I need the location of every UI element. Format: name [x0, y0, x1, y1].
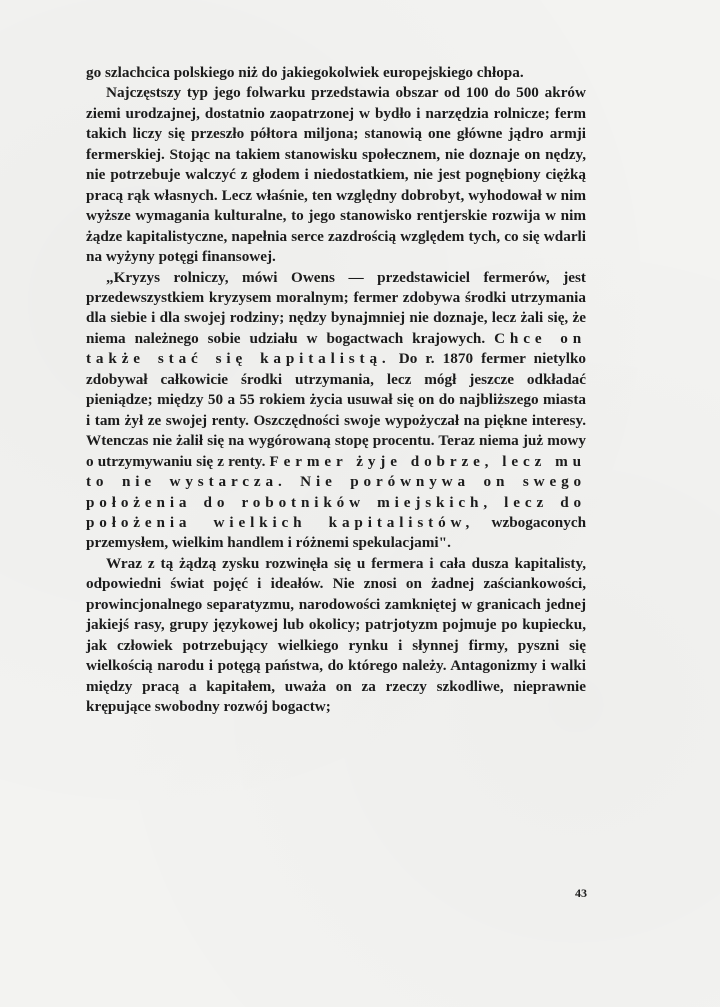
text-run: „Kryzys rolniczy, mówi Owens — przedstawiciel fermerów, jest przedewszystkiem kryzysem moralnym; fermer zdobywa środki utrzymania dla siebie i dla swojej rodziny; nędzy bynajmniej nie doznaje, lecz żali się, że niema należnego sobie udziału w bogactwach krajowych. [86, 268, 586, 347]
text-run: Najczęstszy typ jego folwarku przedstawia obszar od 100 do 500 akrów ziemi urodzajnej, dostatnio zaopatrzonej w bydło i narzędzia rolnicze; ferm takich liczy się przeszło półtora miljona; stanowią one główne jądro armji fermerskiej. Stojąc na takiem stanowisku społecznem, nie doznaje on nędzy, nie potrzebuje walczyć z głodem i niedostatkiem, nie jest pognębiony ciężką pracą rąk własnych. Lecz właśnie, ten względny dobrobyt, wyhodował w nim wyższe wymagania kulturalne, to jego stanowisko rentjerskie rozwija w nim żądze kapitalistyczne, napełnia serce zazdrością względem tych, co się wdarli na wyżyny potęgi finansowej. [86, 84, 586, 266]
spaced-emphasis-text: Fermer żyje dobrze, lecz mu to nie wystarcza. Nie porównywa on swego położenia do robotników miejskich, lecz do położenia wielkich kapitalistów, [86, 452, 586, 531]
page-number: 43 [575, 886, 587, 900]
text-run: wzbogaconych przemysłem, wielkim handlem i różnemi spekulacjami". [86, 513, 587, 552]
paragraph-continuation [86, 63, 586, 83]
body-text [86, 63, 586, 718]
text-run: go szlachcica polskiego niż do jakiegokolwiek europejskiego chłopa. [86, 64, 524, 81]
text-run: Wraz z tą żądzą zysku rozwinęła się u fermera i cała dusza kapitalisty, odpowiedni świat pojęć i ideałów. Nie znosi on żadnej zaściankowości, prowincjonalnego separatyzmu, narodowości zamkniętej w granicach jednej jakiejś rasy, grupy językowej lub okolicy; patrjotyzm pojmuje po kupiecku, jak człowiek potrzebujący wielkiego rynku i słynnej firmy, pyszni się wielkością narodu i potęgą państwa, do którego należy. Antagonizmy i walki między pracą a kapitałem, uważa on za rzeczy szkodliwe, nieprawnie krępujące swobodny rozwój bogactw; [86, 554, 586, 716]
text-run: Do r. 1870 fermer nietylko zdobywał całkowicie środki utrzymania, lecz mógł jeszcze odkładać pieniądze; między 50 a 55 rokiem życia usuwał się on do najbliższego miasta i tam żył ze swojej renty. Oszczędności swoje wypożyczał na piękne interesy. Wtenczas nie żalił się na wygórowaną stopę procentu. Teraz niema już mowy o utrzymywaniu się z renty. [86, 350, 587, 470]
paragraph-owens-quote [86, 268, 586, 554]
paragraph-capitalist-soul [86, 554, 586, 718]
spaced-emphasis-text: Chce on także stać się kapitalistą. [86, 329, 586, 368]
paragraph-farm-description [86, 83, 586, 267]
